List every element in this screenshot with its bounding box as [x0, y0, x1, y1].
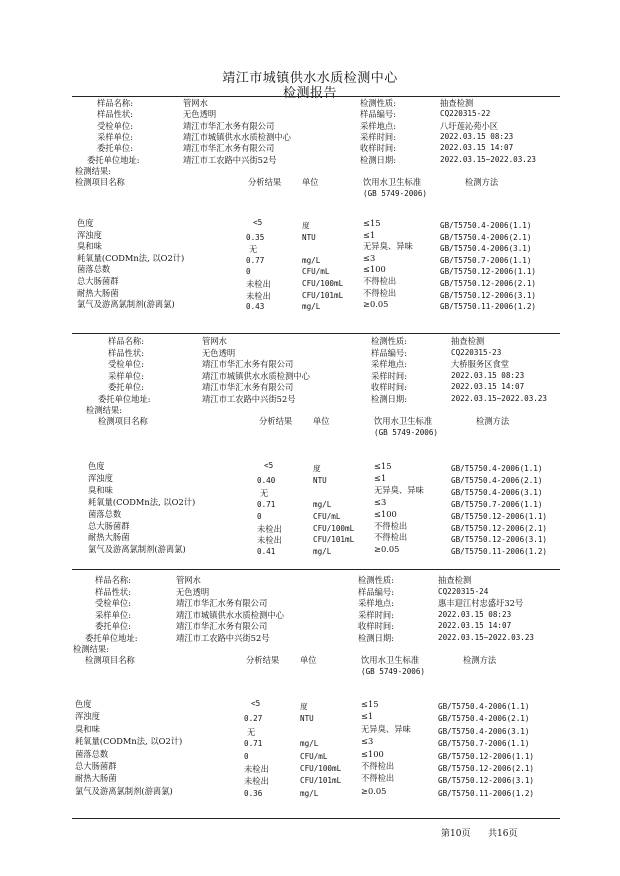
item-standard: 无异臭、异味: [363, 241, 413, 252]
item-method: GB/T5750.12-2006(3.1): [438, 776, 535, 786]
item-name: 臭和味: [77, 241, 102, 252]
item-method: GB/T5750.4-2006(3.1): [451, 487, 543, 497]
item-name: 浑浊度: [77, 229, 102, 240]
item-result: 未检出: [246, 290, 271, 301]
label-sample-no: 样品编号:: [371, 347, 407, 358]
item-standard: ≤15: [361, 699, 379, 709]
col-standard-header: 饮用水卫生标准: [374, 416, 433, 426]
item-unit: CFU/100mL: [300, 764, 342, 773]
value-sample-no: CQ220315-24: [438, 586, 489, 596]
item-standard: ≤1: [361, 711, 374, 722]
item-result: 无: [260, 487, 269, 498]
rule-section-2: [72, 333, 560, 334]
rule-bottom: [72, 818, 560, 819]
item-result: 0.77: [246, 255, 265, 265]
label-sample-name: 样品名称:: [97, 98, 133, 108]
item-name: 总大肠菌群: [75, 761, 117, 771]
item-name: 菌落总数: [77, 264, 111, 275]
value-sampling-time: 2022.03.15 08:23: [440, 131, 514, 141]
item-name: 耐热大肠菌: [88, 532, 130, 543]
item-method: GB/T5750.4-2006(3.1): [440, 244, 532, 254]
item-name: 色度: [75, 699, 92, 709]
label-sampling-time: 采样时间:: [360, 131, 396, 142]
col-unit-header: 单位: [300, 655, 317, 665]
item-standard: ≥0.05: [363, 299, 389, 310]
item-unit: 度: [302, 221, 310, 230]
item-unit: CFU/100mL: [313, 523, 355, 533]
item-method: GB/T5750.4-2006(1.1): [438, 702, 530, 711]
label-sample-name: 样品名称:: [108, 336, 144, 346]
item-result: 0.71: [257, 499, 276, 509]
label-results: 检测结果:: [75, 165, 111, 176]
label-client-unit: 委托单位:: [95, 621, 131, 631]
label-results: 检测结果:: [73, 644, 109, 654]
item-method: GB/T5750.12-2006(3.1): [451, 535, 548, 545]
item-standard: ≤3: [363, 252, 376, 263]
item-standard: ≤100: [374, 508, 397, 519]
label-client-address: 委托单位地址:: [98, 393, 151, 404]
value-property: 无色透明: [202, 347, 236, 358]
item-method: GB/T5750.4-2006(2.1): [451, 475, 543, 485]
item-name: 浑浊度: [88, 472, 113, 483]
value-client-address: 靖江市工农路中兴街52号: [176, 632, 270, 643]
value-sample-no: CQ220315-23: [451, 347, 502, 357]
value-client-address: 靖江市工农路中兴街52号: [183, 154, 277, 165]
item-result: 未检出: [244, 764, 269, 774]
value-client-unit: 靖江市华汇水务有限公司: [176, 621, 268, 631]
item-name: 菌落总数: [75, 748, 109, 759]
item-result: <5: [264, 461, 274, 470]
value-sampling-unit: 靖江市城镇供水水质检测中心: [202, 370, 310, 381]
value-test-nature: 抽查检测: [438, 575, 472, 585]
label-sampling-time: 采样时间:: [371, 370, 407, 381]
col-method-header: 检测方法: [465, 176, 499, 187]
item-method: GB/T5750.4-2006(1.1): [440, 221, 532, 230]
item-method: GB/T5750.7-2006(1.1): [451, 499, 543, 509]
item-unit: mg/L: [302, 302, 321, 312]
value-test-date: 2022.03.15~2022.03.23: [440, 154, 537, 164]
item-standard: 无异臭、异味: [361, 723, 411, 734]
report-title: 检测报告: [282, 86, 337, 101]
item-unit: mg/L: [300, 788, 319, 798]
item-method: GB/T5750.12-2006(2.1): [440, 279, 537, 288]
item-name: 耗氧量(CODMn法, 以O2计): [88, 496, 196, 507]
value-client-unit: 靖江市华汇水务有限公司: [183, 143, 275, 154]
item-unit: CFU/mL: [302, 267, 330, 277]
label-sampling-unit: 采样单位:: [108, 370, 144, 381]
value-test-nature: 抽查检测: [440, 98, 474, 108]
value-test-nature: 抽查检测: [451, 336, 485, 346]
value-name: 管网水: [176, 575, 201, 585]
item-method: GB/T5750.7-2006(1.1): [440, 255, 532, 265]
value-receipt-time: 2022.03.15 14:07: [451, 382, 525, 391]
label-results: 检测结果:: [86, 405, 122, 415]
item-result: 未检出: [246, 279, 271, 289]
page-total: 共16页: [488, 829, 518, 839]
label-sample-property: 样品性状:: [95, 586, 131, 597]
item-name: 浑浊度: [75, 711, 100, 722]
item-unit: CFU/100mL: [302, 279, 344, 288]
item-name: 耗氧量(CODMn法, 以O2计): [77, 252, 185, 263]
label-sample-property: 样品性状:: [108, 347, 144, 358]
item-method: GB/T5750.12-2006(1.1): [451, 511, 548, 521]
label-receipt-time: 收样时间:: [360, 143, 396, 154]
item-result: 0: [246, 267, 251, 277]
value-commissioned-unit: 靖江市华汇水务有限公司: [183, 120, 275, 131]
item-standard: 不得检出: [363, 287, 397, 298]
item-method: GB/T5750.11-2006(1.2): [438, 788, 535, 798]
label-commissioned-unit: 受检单位:: [95, 598, 131, 608]
label-sampling-time: 采样时间:: [358, 609, 394, 620]
item-name: 菌落总数: [88, 508, 122, 519]
label-sample-no: 样品编号:: [358, 586, 394, 597]
col-unit-header: 单位: [302, 176, 319, 187]
item-standard: 不得检出: [361, 761, 395, 771]
item-unit: mg/L: [313, 499, 332, 509]
value-name: 管网水: [202, 336, 227, 346]
item-unit: CFU/mL: [300, 751, 328, 761]
label-commissioned-unit: 受检单位:: [97, 120, 133, 131]
col-result-header: 分析结果: [246, 655, 280, 665]
col-item-header: 检测项目名称: [98, 416, 148, 426]
value-sampling-unit: 靖江市城镇供水水质检测中心: [183, 131, 291, 142]
col-result-header: 分析结果: [248, 176, 282, 187]
label-sample-property: 样品性状:: [97, 109, 133, 120]
item-name: 耗氧量(CODMn法, 以O2计): [75, 736, 183, 747]
item-name: 氯气及游离氯制剂(游离氯): [77, 299, 175, 310]
label-test-nature: 检测性质:: [371, 336, 407, 346]
label-test-nature: 检测性质:: [360, 98, 396, 108]
value-sampling-site: 八圩莲沁苑小区: [440, 120, 499, 131]
col-method-header: 检测方法: [463, 655, 497, 665]
item-result: 0.40: [257, 475, 276, 485]
label-sampling-site: 采样地点:: [371, 359, 407, 369]
rule-top: [72, 96, 560, 97]
item-method: GB/T5750.4-2006(3.1): [438, 726, 530, 736]
item-name: 色度: [77, 218, 94, 228]
label-test-nature: 检测性质:: [358, 575, 394, 585]
item-unit: CFU/101mL: [302, 290, 344, 300]
value-sampling-site: 大桥服务区食堂: [451, 359, 510, 369]
item-result: 0.35: [246, 232, 265, 242]
org-title: 靖江市城镇供水水质检测中心: [222, 71, 398, 86]
page-number: 第10页: [441, 829, 471, 839]
item-standard: ≤1: [374, 472, 387, 483]
item-method: GB/T5750.11-2006(1.2): [451, 547, 548, 557]
value-commissioned-unit: 靖江市华汇水务有限公司: [202, 359, 294, 369]
item-result: 0.43: [246, 302, 265, 312]
col-standard-header: 饮用水卫生标准: [363, 176, 422, 187]
label-client-address: 委托单位地址:: [87, 154, 140, 165]
item-method: GB/T5750.12-2006(1.1): [440, 267, 537, 277]
item-standard: ≤3: [361, 736, 374, 747]
item-name: 氯气及游离氯制剂(游离氯): [88, 544, 186, 555]
col-item-header: 检测项目名称: [85, 655, 135, 665]
value-receipt-time: 2022.03.15 14:07: [438, 621, 512, 630]
item-standard: ≤100: [361, 748, 384, 759]
col-standard-code: (GB 5749-2006): [374, 428, 439, 437]
item-unit: mg/L: [300, 739, 319, 749]
col-item-header: 检测项目名称: [75, 176, 125, 187]
item-result: <5: [253, 218, 263, 227]
label-test-date: 检测日期:: [360, 154, 396, 165]
item-method: GB/T5750.12-2006(1.1): [438, 751, 535, 761]
value-sampling-time: 2022.03.15 08:23: [451, 370, 525, 380]
item-method: GB/T5750.4-2006(2.1): [440, 232, 532, 242]
item-standard: ≥0.05: [374, 544, 400, 555]
item-method: GB/T5750.12-2006(3.1): [440, 290, 537, 300]
label-commissioned-unit: 受检单位:: [108, 359, 144, 369]
value-sample-no: CQ220315-22: [440, 109, 491, 119]
item-standard: 无异臭、异味: [374, 484, 424, 495]
item-name: 总大肠菌群: [88, 520, 130, 531]
value-client-address: 靖江市工农路中兴街52号: [202, 393, 296, 404]
col-result-header: 分析结果: [259, 416, 293, 426]
item-standard: 不得检出: [374, 532, 408, 543]
col-unit-header: 单位: [313, 416, 330, 426]
item-unit: mg/L: [313, 547, 332, 557]
item-name: 臭和味: [88, 484, 113, 495]
item-unit: 度: [300, 702, 308, 711]
value-property: 无色透明: [183, 109, 217, 120]
item-unit: CFU/mL: [313, 511, 341, 521]
item-result: 无: [249, 244, 258, 255]
value-receipt-time: 2022.03.15 14:07: [440, 143, 514, 153]
item-standard: ≤15: [374, 461, 392, 471]
item-result: 0.36: [244, 788, 263, 798]
item-result: 未检出: [244, 776, 269, 787]
value-property: 无色透明: [176, 586, 210, 597]
col-method-header: 检测方法: [476, 416, 510, 426]
rule-section-3: [72, 569, 560, 570]
item-result: <5: [251, 699, 261, 708]
label-sampling-unit: 采样单位:: [95, 609, 131, 620]
label-sampling-site: 采样地点:: [360, 120, 396, 131]
value-test-date: 2022.03.15~2022.03.23: [451, 393, 548, 403]
item-name: 耐热大肠菌: [75, 773, 117, 784]
label-sampling-unit: 采样单位:: [97, 131, 133, 142]
label-test-date: 检测日期:: [358, 632, 394, 643]
item-standard: ≤1: [363, 229, 376, 240]
value-sampling-unit: 靖江市城镇供水水质检测中心: [176, 609, 284, 620]
item-name: 臭和味: [75, 723, 100, 734]
label-sample-no: 样品编号:: [360, 109, 396, 120]
item-standard: 不得检出: [374, 520, 408, 531]
item-name: 总大肠菌群: [77, 276, 119, 286]
value-client-unit: 靖江市华汇水务有限公司: [202, 382, 294, 392]
item-unit: CFU/101mL: [313, 535, 355, 545]
item-result: 未检出: [257, 523, 282, 534]
value-test-date: 2022.03.15~2022.03.23: [438, 632, 535, 642]
item-method: GB/T5750.12-2006(2.1): [438, 764, 535, 773]
value-commissioned-unit: 靖江市华汇水务有限公司: [176, 598, 268, 608]
item-unit: CFU/101mL: [300, 776, 342, 786]
item-standard: 不得检出: [363, 276, 397, 286]
item-result: 0.27: [244, 714, 263, 724]
item-result: 未检出: [257, 535, 282, 546]
value-sampling-site: 惠丰迎江村忠盛圩32号: [438, 598, 524, 608]
value-name: 管网水: [183, 98, 208, 108]
item-standard: ≤3: [374, 496, 387, 507]
item-unit: NTU: [313, 475, 327, 485]
item-result: 0.71: [244, 739, 263, 749]
col-standard-code: (GB 5749-2006): [361, 667, 426, 676]
item-standard: 不得检出: [361, 773, 395, 784]
label-sampling-site: 采样地点:: [358, 598, 394, 608]
value-sampling-time: 2022.03.15 08:23: [438, 609, 512, 619]
label-receipt-time: 收样时间:: [358, 621, 394, 631]
label-sample-name: 样品名称:: [95, 575, 131, 585]
item-result: 0: [257, 511, 262, 521]
label-client-unit: 委托单位:: [97, 143, 133, 154]
item-method: GB/T5750.12-2006(2.1): [451, 523, 548, 533]
item-method: GB/T5750.4-2006(2.1): [438, 714, 530, 724]
item-method: GB/T5750.11-2006(1.2): [440, 302, 537, 312]
col-standard-header: 饮用水卫生标准: [361, 655, 420, 665]
item-result: 无: [247, 726, 256, 737]
item-method: GB/T5750.4-2006(1.1): [451, 464, 543, 473]
item-result: 0: [244, 751, 249, 761]
item-standard: ≤15: [363, 218, 381, 228]
item-method: GB/T5750.7-2006(1.1): [438, 739, 530, 749]
item-result: 0.41: [257, 547, 276, 557]
item-unit: NTU: [300, 714, 314, 724]
col-standard-code: (GB 5749-2006): [363, 188, 428, 198]
item-unit: NTU: [302, 232, 316, 242]
label-client-address: 委托单位地址:: [85, 632, 138, 643]
item-standard: ≤100: [363, 264, 386, 275]
item-name: 氯气及游离氯制剂(游离氯): [75, 785, 173, 796]
item-standard: ≥0.05: [361, 785, 387, 796]
label-test-date: 检测日期:: [371, 393, 407, 404]
item-name: 色度: [88, 461, 105, 471]
item-unit: 度: [313, 464, 321, 473]
item-name: 耐热大肠菌: [77, 287, 119, 298]
label-client-unit: 委托单位:: [108, 382, 144, 392]
label-receipt-time: 收样时间:: [371, 382, 407, 392]
item-unit: mg/L: [302, 255, 321, 265]
